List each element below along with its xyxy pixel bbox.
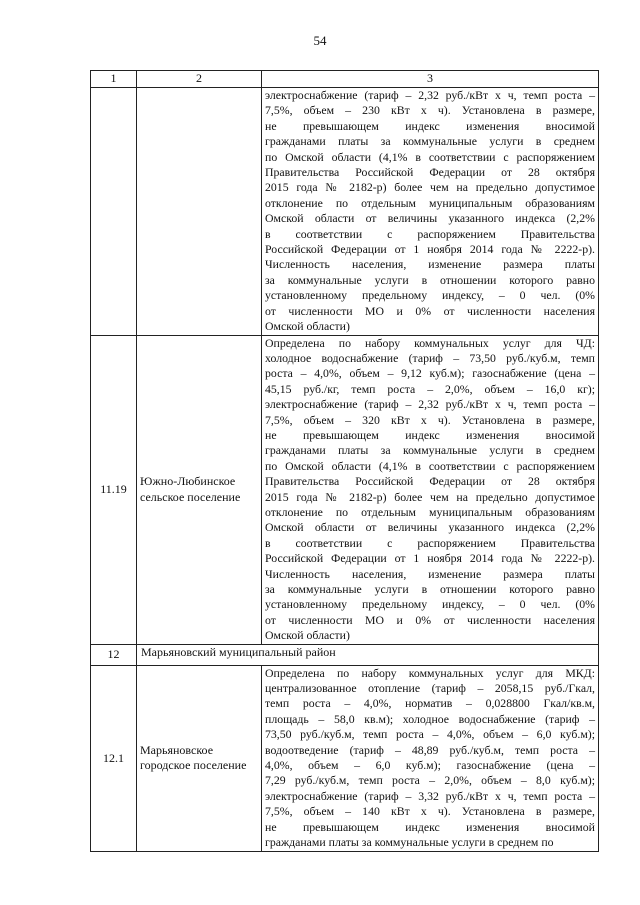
description-line: Российской Федерации от 1 ноября 2014 года № 2222-р). (265, 551, 595, 566)
table-row-12-1 (91, 665, 599, 851)
description-line: от численности МО и 0% от численности населения (265, 303, 595, 318)
settlement-name-line: Марьяновское (140, 742, 214, 757)
description-line: Омской области) (265, 628, 350, 643)
row-number: 11.19 (91, 335, 137, 644)
header-col-1: 1 (91, 71, 137, 88)
page-number: 54 (313, 33, 327, 48)
row-number (91, 88, 137, 336)
description-line: Омской области от величины указанного индекса (2,2% (265, 211, 595, 226)
table-row-continuation (91, 88, 599, 336)
description-line: электроснабжение (тариф – 2,32 руб./кВт х ч, темп роста – (265, 397, 595, 412)
description-line: установленному предельному индексу, – 0 чел. (0% (265, 597, 595, 612)
settlement-name-line: сельское поселение (140, 489, 241, 504)
row-number: 12.1 (91, 665, 137, 851)
description-line: гражданами платы за коммунальные услуги в среднем (265, 134, 595, 149)
description-line: отклонение по отдельным муниципальным образованиям (265, 504, 595, 519)
description-line: электроснабжение (тариф – 2,32 руб./кВт х ч, темп роста – (265, 88, 595, 102)
document-table (90, 70, 599, 852)
description-line: Правительства Российской Федерации от 28 октября (265, 474, 595, 489)
description-line: 7,5%, объем – 230 кВт х ч). Установлена в размере, (265, 103, 595, 118)
description-line: темп роста – 4,0%, норматив – 0,028800 Гкал/кв.м, (265, 696, 595, 711)
district-number: 12 (91, 644, 137, 665)
description-line: 45,15 руб./кг, темп роста – 2,0%, объем – 16,0 кг); (265, 381, 595, 396)
description-line: 7,5%, объем – 320 кВт х ч). Установлена в размере, (265, 412, 595, 427)
description-line: роста – 4,0%, объем – 9,12 куб.м); газоснабжение (цена – (265, 366, 595, 381)
row-description (262, 88, 599, 336)
description-line: в соответствии с распоряжением Правительства (265, 226, 595, 241)
description-line: централизованное отопление (тариф – 2058,15 руб./Гкал, (265, 681, 595, 696)
settlement-name (137, 88, 262, 336)
header-col-3: 3 (262, 71, 599, 88)
description-line: Определена по набору коммунальных услуг для МКД: (265, 665, 595, 680)
description-line: за коммунальные услуги в отношении которого равно (265, 582, 595, 596)
settlement-name-line: Южно-Любинское (140, 474, 236, 489)
description-line: за коммунальные услуги в отношении которого равно (265, 272, 595, 287)
description-line: установленному предельному индексу, – 0 чел. (0% (265, 288, 595, 303)
description-line: не превышающем индекс изменения вносимой (265, 427, 595, 442)
description-line: не превышающем индекс изменения вносимой (265, 819, 595, 834)
description-line: не превышающем индекс изменения вносимой (265, 118, 595, 133)
description-line: 2015 года № 2182-р) более чем на предельно допустимое (265, 489, 595, 504)
description-line: в соответствии с распоряжением Правительства (265, 535, 595, 550)
description-line: по Омской области (4,1% в соответствии с распоряжением (265, 458, 595, 473)
description-line: отклонение по отдельным муниципальным образованиям (265, 195, 595, 210)
description-line: Правительства Российской Федерации от 28 октября (265, 165, 595, 180)
description-line: гражданами платы за коммунальные услуги в среднем (265, 443, 595, 458)
settlement-name (137, 335, 262, 644)
description-line: площадь – 58,0 кв.м); холодное водоснабжение (тариф – (265, 711, 595, 726)
header-col-2: 2 (137, 71, 262, 88)
table-row-11-19 (91, 335, 599, 644)
district-name: Марьяновский муниципальный район (137, 644, 599, 665)
description-line: 7,5%, объем – 140 кВт х ч). Установлена в размере, (265, 804, 595, 819)
table-header-row (91, 71, 599, 88)
row-description (262, 335, 599, 644)
description-line: 73,50 руб./куб.м, темп роста – 4,0%, объем – 6,0 куб.м); (265, 727, 595, 742)
description-line: от численности МО и 0% от численности населения (265, 612, 595, 627)
description-line: 7,29 руб./куб.м, темп роста – 2,0%, объем – 8,0 куб.м); (265, 773, 595, 788)
description-line: холодное водоснабжение (тариф – 73,50 руб./куб.м, темп (265, 350, 595, 365)
settlement-name-line: городское поселение (140, 758, 247, 773)
table-row-district-12 (91, 644, 599, 665)
description-line: 2015 года № 2182-р) более чем на предельно допустимое (265, 180, 595, 195)
row-description (262, 665, 599, 851)
description-line: Омской области от величины указанного индекса (2,2% (265, 520, 595, 535)
description-line: электроснабжение (тариф – 3,32 руб./кВт х ч, темп роста – (265, 788, 595, 803)
description-line: Определена по набору коммунальных услуг для ЧД: (265, 335, 595, 350)
description-line: по Омской области (4,1% в соответствии с распоряжением (265, 149, 595, 164)
description-line: Российской Федерации от 1 ноября 2014 года № 2222-р). (265, 242, 595, 257)
settlement-name (137, 665, 262, 851)
description-line: Численность населения, изменение размера платы (265, 257, 595, 272)
description-line: водоотведение (тариф – 48,89 руб./куб.м, темп роста – (265, 742, 595, 757)
description-line: 4,0%, объем – 6,0 куб.м); газоснабжение (цена – (265, 758, 595, 773)
description-line: Численность населения, изменение размера платы (265, 566, 595, 581)
description-line: гражданами платы за коммунальные услуги в среднем по (265, 835, 554, 850)
description-line: Омской области) (265, 319, 350, 334)
